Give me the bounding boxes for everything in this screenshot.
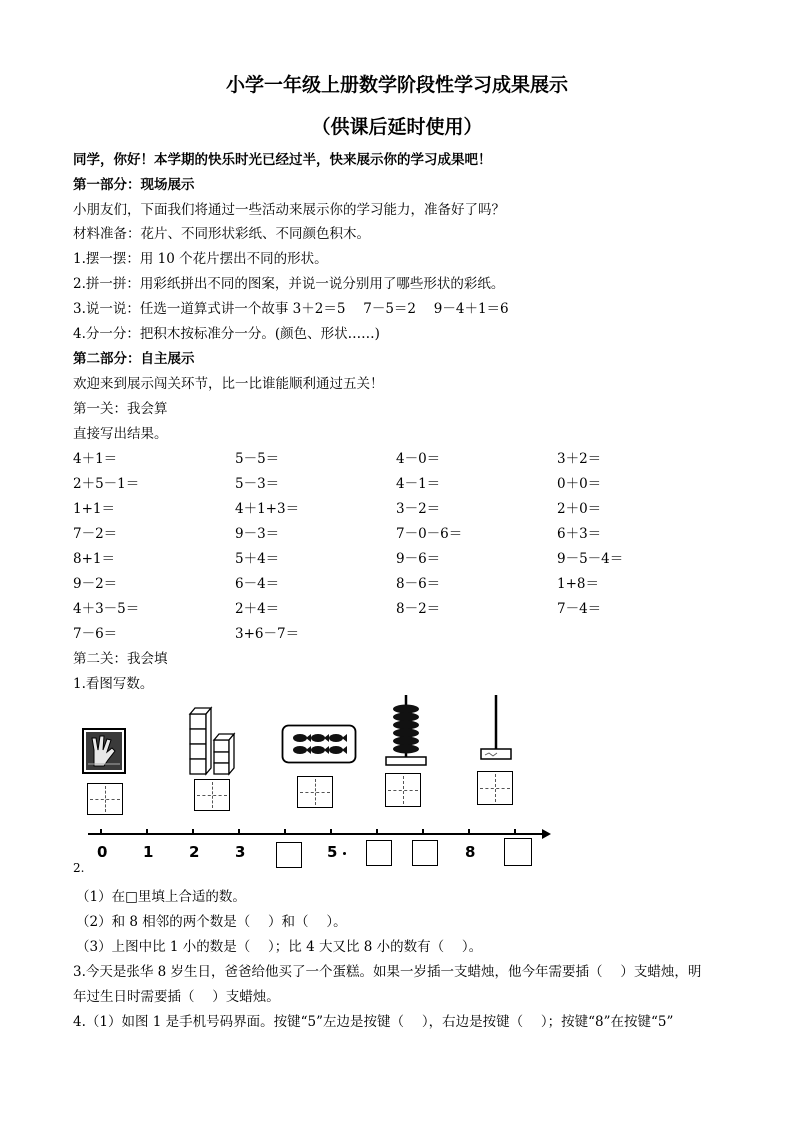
answer-box[interactable] xyxy=(385,773,421,807)
greeting: 同学，你好！本学期的快乐时光已经过半，快来展示你的学习成果吧！ xyxy=(73,152,492,168)
tick-label: 8 xyxy=(465,843,476,861)
equation: 9－5－4＝ xyxy=(557,551,624,567)
q2-label: 2. xyxy=(73,861,85,875)
equation: 8－6＝ xyxy=(396,576,441,592)
equation: 7－0－6＝ xyxy=(396,526,463,542)
equation: 9－2＝ xyxy=(73,576,118,592)
equation: 3－2＝ xyxy=(396,501,441,517)
answer-box[interactable] xyxy=(194,779,230,811)
equation: 0＋0＝ xyxy=(557,476,602,492)
q2-item: （1）在□里填上合适的数。 xyxy=(76,889,246,905)
activity-item: 4.分一分：把积木按标准分一分。(颜色、形状……) xyxy=(73,326,380,342)
tick-label: 0 xyxy=(97,843,108,861)
q1-label: 1.看图写数。 xyxy=(73,676,154,692)
equation: 4－1＝ xyxy=(396,476,441,492)
equation: 1+8＝ xyxy=(557,576,599,592)
equation: 3+6－7＝ xyxy=(235,626,300,642)
hand-icon xyxy=(82,728,126,774)
part2-heading: 第二部分：自主展示 xyxy=(73,351,195,367)
answer-box[interactable] xyxy=(297,776,333,808)
answer-box[interactable] xyxy=(87,783,123,815)
page-subtitle: （供课后延时使用） xyxy=(311,116,483,138)
q2-item: （3）上图中比 1 小的数是（ ）；比 4 大又比 8 小的数有（ ）。 xyxy=(76,939,483,955)
equation: 4＋1+3＝ xyxy=(235,501,300,517)
q3-line: 年过生日时需要插（ ）支蜡烛。 xyxy=(73,989,280,1005)
equation: 2＋4＝ xyxy=(235,601,280,617)
equation: 4＋3－5＝ xyxy=(73,601,140,617)
empty-abacus-icon xyxy=(476,693,516,767)
answer-box[interactable] xyxy=(477,771,513,805)
equation: 3＋2＝ xyxy=(557,451,602,467)
number-line xyxy=(86,826,552,840)
tick-label: 5 xyxy=(327,843,338,861)
equation: 7－6＝ xyxy=(73,626,118,642)
equation: 7－2＝ xyxy=(73,526,118,542)
equation: 4－0＝ xyxy=(396,451,441,467)
number-line-box[interactable] xyxy=(412,840,438,866)
dot xyxy=(343,852,346,855)
equation: 7－4＝ xyxy=(557,601,602,617)
activity-item: 3.说一说：任选一道算式讲一个故事 3＋2＝5 7－5＝2 9－4＋1＝6 xyxy=(73,301,509,317)
part1-materials: 材料准备：花片、不同形状彩纸、不同颜色积木。 xyxy=(73,226,370,242)
equation: 9－6＝ xyxy=(396,551,441,567)
page-title: 小学一年级上册数学阶段性学习成果展示 xyxy=(225,74,568,96)
number-line-box[interactable] xyxy=(276,842,302,868)
tick-label: 3 xyxy=(235,843,246,861)
equation: 5－5＝ xyxy=(235,451,280,467)
abacus-icon xyxy=(384,693,428,771)
equation: 2＋0＝ xyxy=(557,501,602,517)
q4-line: 4.（1）如图 1 是手机号码界面。按键“5”左边是按键（ ），右边是按键（ ）；按键“8”在按键“5” xyxy=(73,1014,674,1030)
equation: 4＋1＝ xyxy=(73,451,118,467)
equation: 9－3＝ xyxy=(235,526,280,542)
part1-heading: 第一部分：现场展示 xyxy=(73,177,195,193)
equation: 6＋3＝ xyxy=(557,526,602,542)
number-line-box[interactable] xyxy=(366,840,392,866)
fish-group-icon xyxy=(281,724,357,764)
number-line-box[interactable] xyxy=(504,838,532,866)
level2-title: 第二关：我会填 xyxy=(73,651,168,667)
equation: 8+1＝ xyxy=(73,551,115,567)
activity-item: 2.拼一拼：用彩纸拼出不同的图案，并说一说分别用了哪些形状的彩纸。 xyxy=(73,276,505,292)
equation: 5－3＝ xyxy=(235,476,280,492)
tick-label: 2 xyxy=(189,843,200,861)
tick-label: 1 xyxy=(143,843,154,861)
part1-intro: 小朋友们，下面我们将通过一些活动来展示你的学习能力，准备好了吗？ xyxy=(73,202,505,218)
equation: 8－2＝ xyxy=(396,601,441,617)
part2-intro: 欢迎来到展示闯关环节，比一比谁能顺利通过五关！ xyxy=(73,376,384,392)
equation: 1+1＝ xyxy=(73,501,115,517)
q2-item: （2）和 8 相邻的两个数是（ ）和（ ）。 xyxy=(76,914,347,930)
q3-line: 3.今天是张华 8 岁生日，爸爸给他买了一个蛋糕。如果一岁插一支蜡烛，他今年需要插（ ）支蜡烛，明 xyxy=(73,964,702,980)
equation: 6－4＝ xyxy=(235,576,280,592)
cube-stack-icon xyxy=(186,702,238,776)
level1-title: 第一关：我会算 xyxy=(73,401,168,417)
activity-item: 1.摆一摆：用 10 个花片摆出不同的形状。 xyxy=(73,251,328,267)
equation: 5＋4＝ xyxy=(235,551,280,567)
equation: 2＋5－1＝ xyxy=(73,476,140,492)
level1-instruction: 直接写出结果。 xyxy=(73,426,168,442)
